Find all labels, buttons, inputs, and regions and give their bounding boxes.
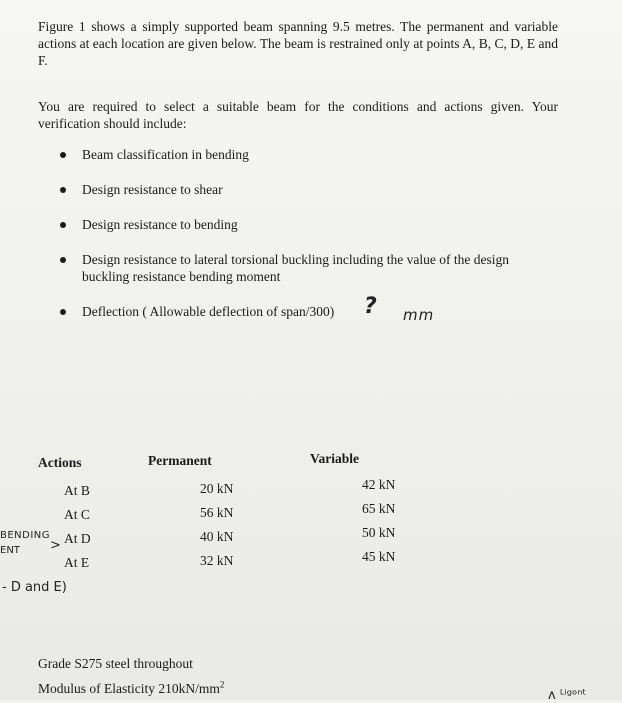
list-item: Design resistance to lateral torsional buckling including the value of the design buckling resistance bending moment bbox=[58, 251, 558, 285]
handwritten-mm-note: mm bbox=[403, 306, 435, 324]
requirement-paragraph: You are required to select a suitable beam for the conditions and actions given. Your verification should include: bbox=[38, 99, 558, 131]
table-cell-permanent: 32 kN bbox=[200, 553, 234, 568]
table-cell-variable: 45 kN bbox=[362, 549, 396, 564]
table-row-label: At C bbox=[64, 507, 90, 522]
table-header-permanent: Permanent bbox=[148, 453, 212, 468]
handwritten-question-mark: ? bbox=[364, 294, 377, 319]
list-item: Beam classification in bending bbox=[58, 146, 558, 163]
handwritten-bending-note: BENDING bbox=[0, 530, 51, 541]
handwritten-corner-note: ᴧ ᴸⁱᵍᵒⁿᵗ bbox=[548, 688, 587, 703]
handwritten-d-and-e-note: - D and E) bbox=[2, 580, 67, 595]
bullet-icon bbox=[60, 152, 66, 158]
list-item: Design resistance to bending bbox=[58, 216, 558, 233]
table-row-label: At B bbox=[64, 483, 90, 498]
table-cell-variable: 42 kN bbox=[362, 477, 396, 492]
steel-grade-text: Grade S275 steel throughout bbox=[38, 656, 193, 671]
modulus-text: Modulus of Elasticity $210kN/mm^2$ bbox=[38, 679, 225, 696]
bullet-icon bbox=[60, 187, 66, 193]
table-cell-permanent: 20 kN bbox=[200, 481, 234, 496]
handwritten-ent-note: ENT bbox=[0, 545, 20, 556]
superscript: 2 bbox=[219, 679, 225, 690]
intro-paragraph: Figure 1 shows a simply supported beam spanning 9.5 metres. The permanent and variable actions at each location are given below. The beam is restrained only at points A, B, C, D, E and F. bbox=[38, 19, 558, 68]
list-item: Deflection ( Allowable deflection of span/300) bbox=[58, 303, 558, 320]
table-row-label: At D bbox=[64, 531, 91, 546]
table-header-variable: Variable bbox=[310, 451, 360, 466]
table-cell-permanent: 40 kN bbox=[200, 529, 234, 544]
table-cell-permanent: 56 kN bbox=[200, 505, 234, 520]
list-item: Design resistance to shear bbox=[58, 181, 558, 198]
table-header-actions: Actions bbox=[38, 455, 82, 470]
table-cell-variable: 65 kN bbox=[362, 501, 396, 516]
bullet-icon bbox=[60, 257, 66, 263]
table-cell-variable: 50 kN bbox=[362, 525, 396, 540]
bullet-icon bbox=[60, 222, 66, 228]
verification-list bbox=[58, 146, 558, 320]
table-row-label: At E bbox=[64, 555, 90, 570]
bullet-icon bbox=[60, 309, 66, 315]
handwritten-arrow: > bbox=[50, 538, 61, 553]
